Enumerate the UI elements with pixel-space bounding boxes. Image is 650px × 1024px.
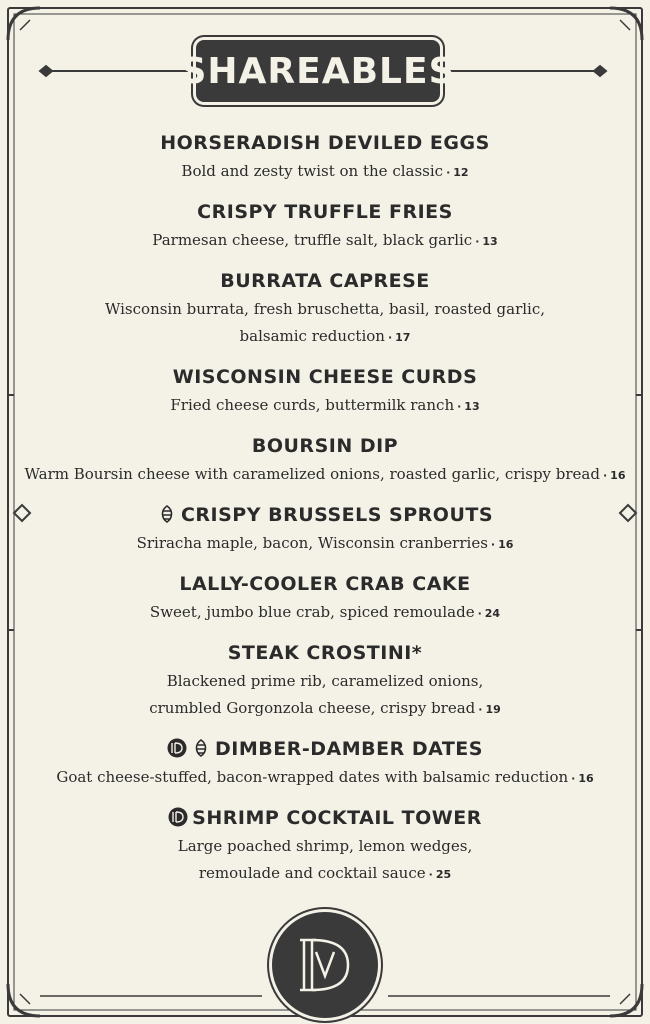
section-title-badge xyxy=(180,40,456,102)
price-separator: · xyxy=(490,538,496,551)
menu-item-name xyxy=(0,734,650,764)
menu-item-title: CRISPY BRUSSELS SPROUTS xyxy=(180,504,494,526)
menu-item xyxy=(0,803,650,888)
menu-item-price: 12 xyxy=(453,166,469,179)
menu-item-title: WISCONSIN CHEESE CURDS xyxy=(172,366,478,388)
menu-item-title: LALLY-COOLER CRAB CAKE xyxy=(179,573,471,595)
menu-item xyxy=(0,128,650,186)
menu-item-name xyxy=(0,128,650,158)
monogram-icon xyxy=(290,930,360,1000)
menu-item-description: Sriracha maple, bacon, Wisconsin cranberries · 16 xyxy=(136,534,514,552)
menu-item-description: Blackened prime rib, caramelized onions, xyxy=(166,672,484,690)
menu-item-description: Bold and zesty twist on the classic · 12 xyxy=(181,162,469,180)
menu-item xyxy=(0,569,650,627)
menu-item-description: Sweet, jumbo blue crab, spiced remoulade · 24 xyxy=(149,603,501,621)
menu-item-description: Fried cheese curds, buttermilk ranch · 13 xyxy=(170,396,480,414)
menu-item-title: SHRIMP COCKTAIL TOWER xyxy=(192,807,482,829)
menu-item xyxy=(0,266,650,351)
menu-item-name xyxy=(0,638,650,668)
menu-item-description: crumbled Gorgonzola cheese, crispy bread · 19 xyxy=(149,699,501,717)
price-separator: · xyxy=(478,703,483,716)
menu-item-name xyxy=(0,362,650,392)
menu-item-description: balsamic reduction · 17 xyxy=(239,327,411,345)
dm-monogram-logo xyxy=(272,912,378,1018)
menu-item-description: Large poached shrimp, lemon wedges, xyxy=(177,837,473,855)
menu-item xyxy=(0,197,650,255)
menu-item-price: 25 xyxy=(435,868,452,881)
menu-item-title: HORSERADISH DEVILED EGGS xyxy=(160,132,490,154)
menu-item-title: BOURSIN DIP xyxy=(251,435,399,457)
price-separator: · xyxy=(387,331,393,344)
menu-item-name xyxy=(0,569,650,599)
menu-item-price: 24 xyxy=(484,607,501,620)
price-separator: · xyxy=(428,868,433,881)
price-separator: · xyxy=(571,772,576,785)
menu-item-title: DIMBER-DAMBER DATES xyxy=(215,738,483,760)
menu-item-name xyxy=(0,197,650,227)
menu-item-description: Goat cheese-stuffed, bacon-wrapped dates with balsamic reduction · 16 xyxy=(56,768,594,786)
menu-item xyxy=(0,431,650,489)
menu-item-name xyxy=(0,266,650,296)
hop-icon xyxy=(191,738,215,760)
menu-item xyxy=(0,638,650,723)
price-separator: · xyxy=(457,400,462,413)
menu-item xyxy=(0,362,650,420)
menu-item xyxy=(0,734,650,792)
dm-logo-icon xyxy=(168,807,192,829)
menu-item-description: remoulade and cocktail sauce · 25 xyxy=(198,864,452,882)
menu-item-title: STEAK CROSTINI* xyxy=(227,642,423,664)
dm-logo-icon xyxy=(167,738,191,760)
section-title: SHAREABLES xyxy=(180,50,456,92)
menu-item-price: 16 xyxy=(610,469,626,482)
price-separator: · xyxy=(602,469,608,482)
price-separator: · xyxy=(475,235,480,248)
menu-item-description: Parmesan cheese, truffle salt, black garlic · 13 xyxy=(152,231,498,249)
menu-item-name xyxy=(0,431,650,461)
menu-item-title: BURRATA CAPRESE xyxy=(220,270,430,292)
menu-item-price: 13 xyxy=(464,400,480,413)
menu-item-price: 16 xyxy=(578,772,594,785)
menu-item-price: 19 xyxy=(485,703,501,716)
menu-item xyxy=(0,500,650,558)
menu-item-price: 16 xyxy=(498,538,514,551)
menu-item-price: 17 xyxy=(395,331,411,344)
price-separator: · xyxy=(477,607,482,620)
menu-item-price: 13 xyxy=(482,235,498,248)
menu-item-name xyxy=(0,500,650,530)
menu-item-title: CRISPY TRUFFLE FRIES xyxy=(197,201,453,223)
menu-item-name xyxy=(0,803,650,833)
menu-item-description: Wisconsin burrata, fresh bruschetta, basil, roasted garlic, xyxy=(104,300,546,318)
menu-items-list xyxy=(0,128,650,899)
hop-icon xyxy=(157,504,181,526)
menu-item-description: Warm Boursin cheese with caramelized onions, roasted garlic, crispy bread · 16 xyxy=(24,465,626,483)
price-separator: · xyxy=(446,166,451,179)
